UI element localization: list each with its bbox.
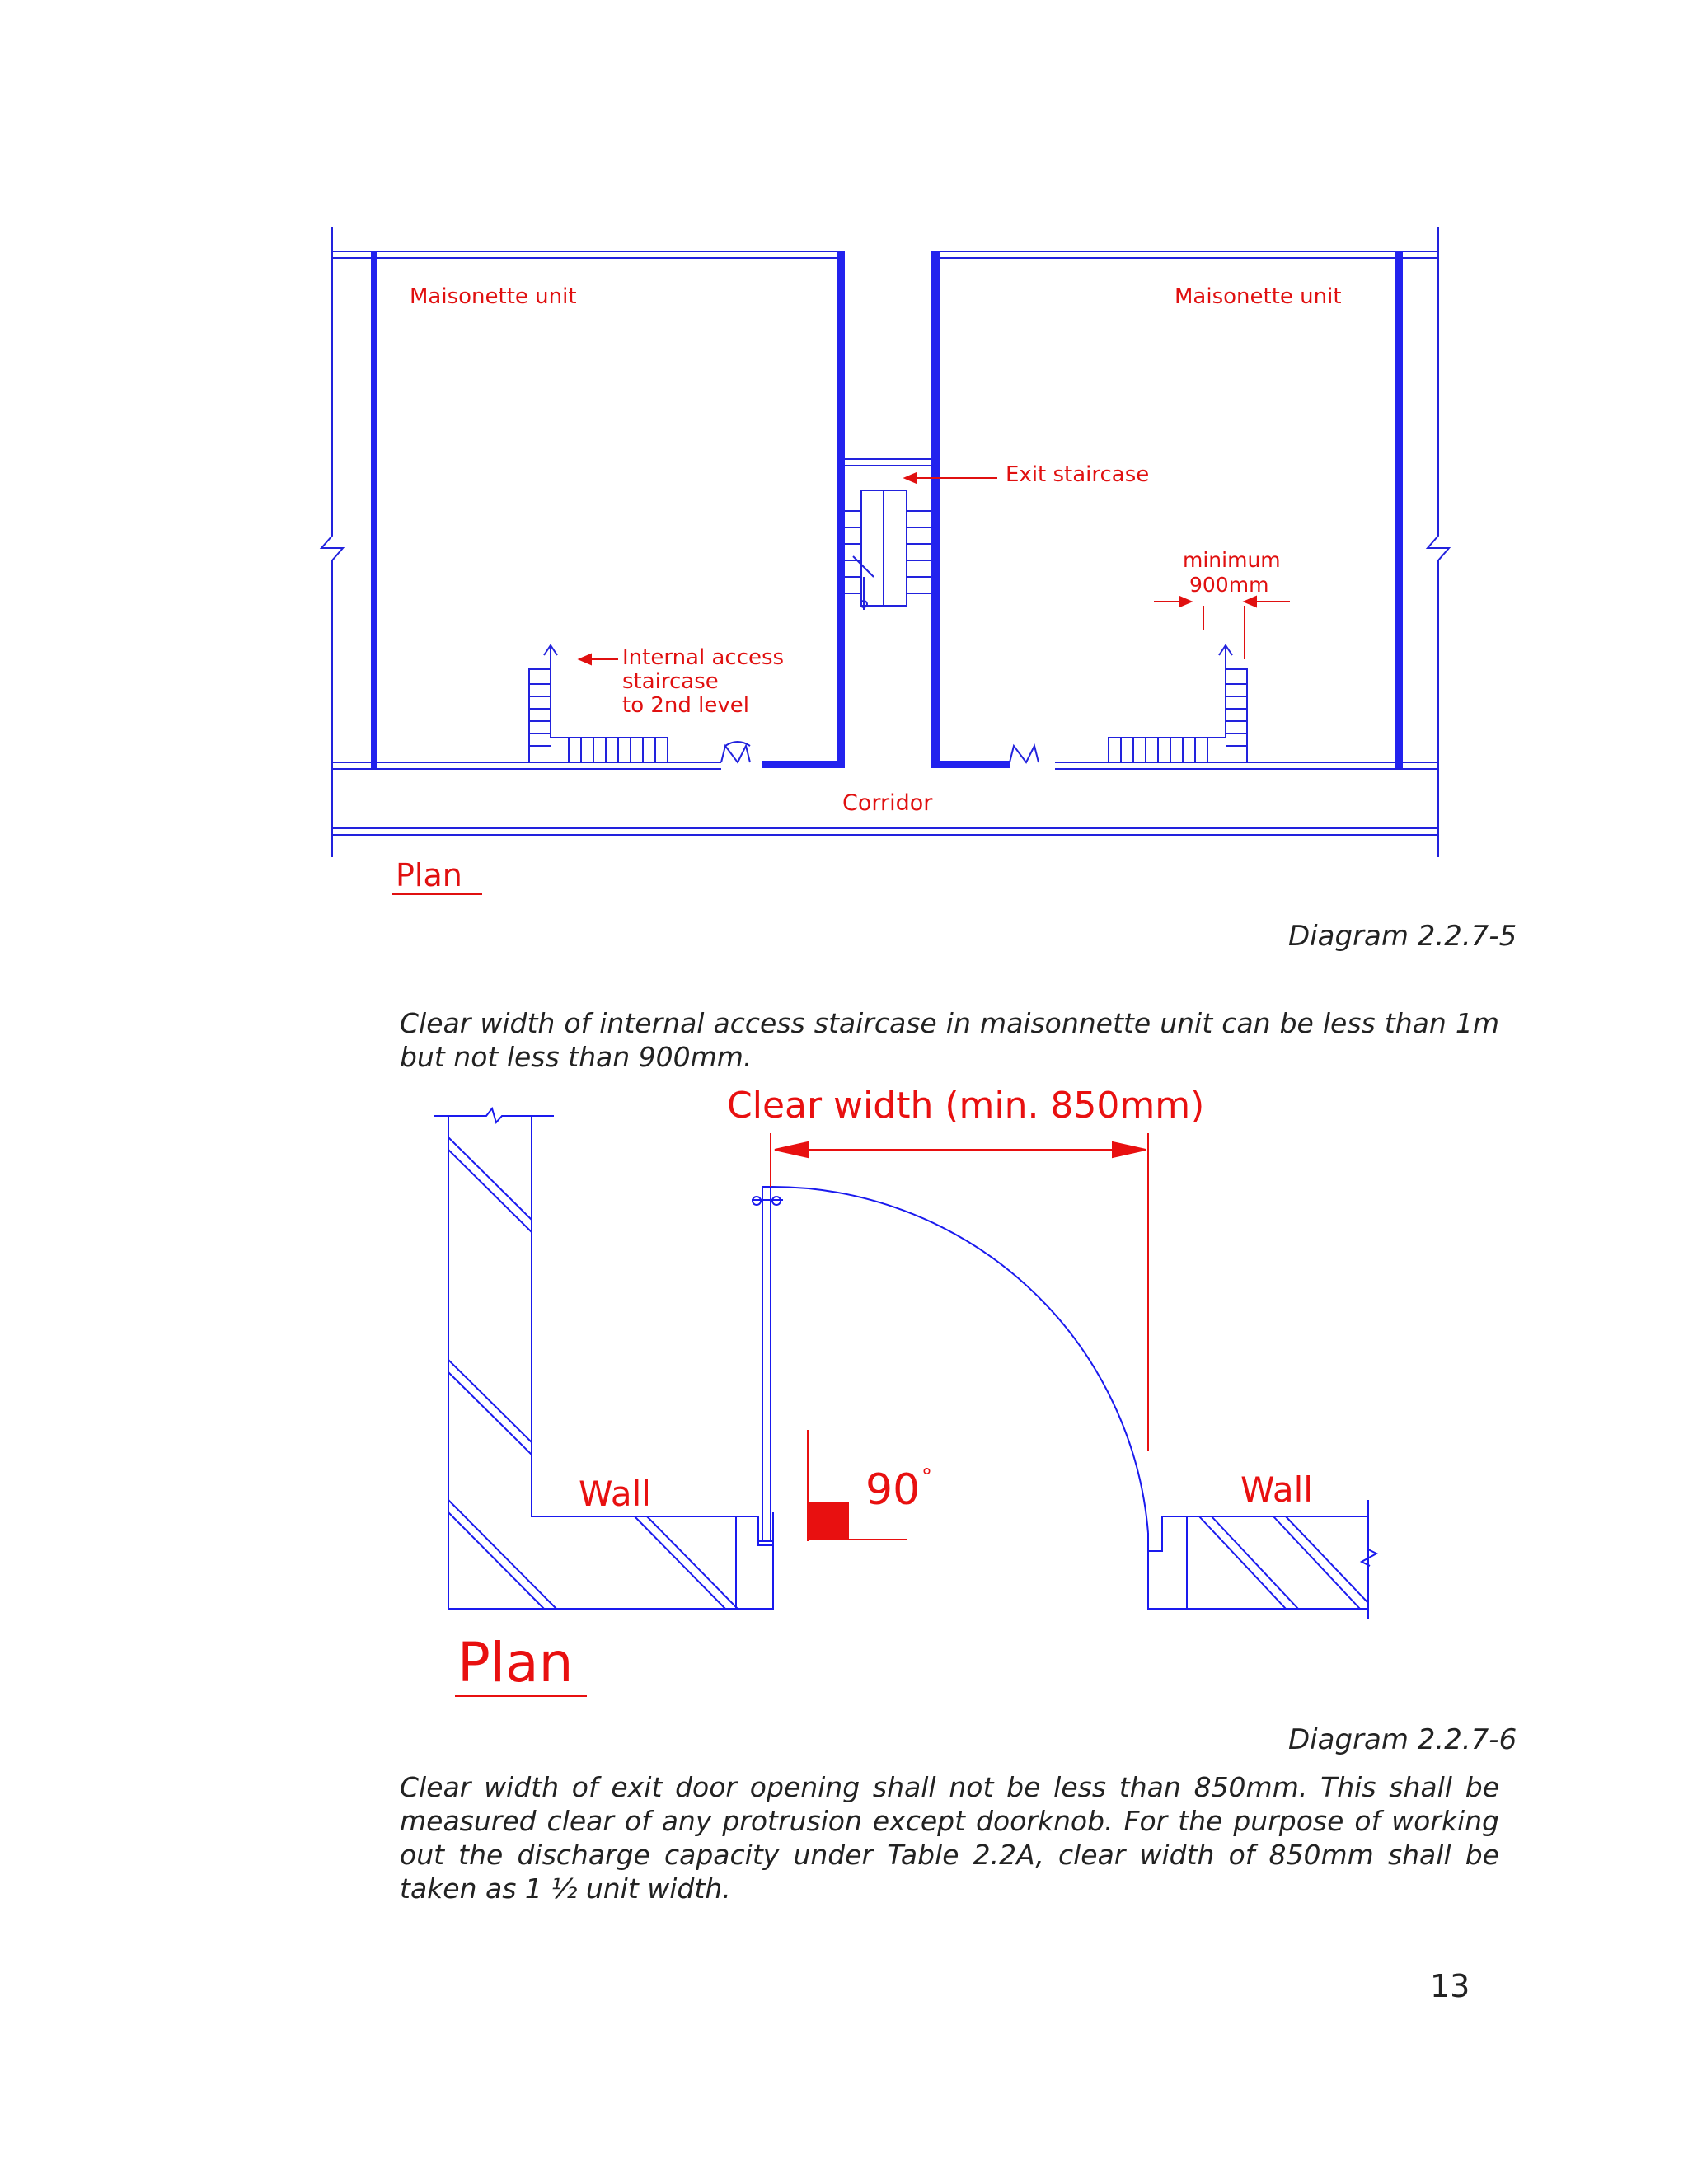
internal-access-label-1: Internal access xyxy=(622,645,785,670)
exit-staircase-label: Exit staircase xyxy=(1006,462,1150,487)
degree-symbol: ° xyxy=(921,1465,932,1489)
page-number: 13 xyxy=(1430,1968,1470,2004)
clear-width-label: Clear width (min. 850mm) xyxy=(727,1085,1205,1127)
diagram-caption-1: Diagram 2.2.7-5 xyxy=(1288,920,1517,953)
paragraph-internal-staircase: Clear width of internal access staircase in maisonnette unit can be less than 1m but not less than 900mm. xyxy=(400,1007,1499,1073)
paragraph-exit-door: Clear width of exit door opening shall not be less than 850mm. This shall be measured clear of any protrusion except doorknob. For the purpose of working out the discharge capacity under Table 2.2A, clear width of 850mm shall be taken as 1 ½ unit width. xyxy=(400,1771,1499,1905)
minimum-value-label: 900mm xyxy=(1189,573,1269,597)
wall-label-right: Wall xyxy=(1240,1469,1313,1510)
angle-label: 90 xyxy=(865,1465,921,1515)
minimum-label: minimum xyxy=(1183,548,1281,572)
plan-label-1: Plan xyxy=(396,857,462,893)
plan-label-2: Plan xyxy=(457,1631,574,1694)
unit-label-right: Maisonette unit xyxy=(1175,284,1342,309)
diagram-caption-2: Diagram 2.2.7-6 xyxy=(1288,1723,1517,1756)
internal-access-label-2: staircase xyxy=(622,669,719,694)
unit-label-left: Maisonette unit xyxy=(410,284,577,309)
corridor-label: Corridor xyxy=(842,790,933,816)
wall-label-left: Wall xyxy=(579,1474,651,1514)
internal-access-label-3: to 2nd level xyxy=(622,693,749,718)
